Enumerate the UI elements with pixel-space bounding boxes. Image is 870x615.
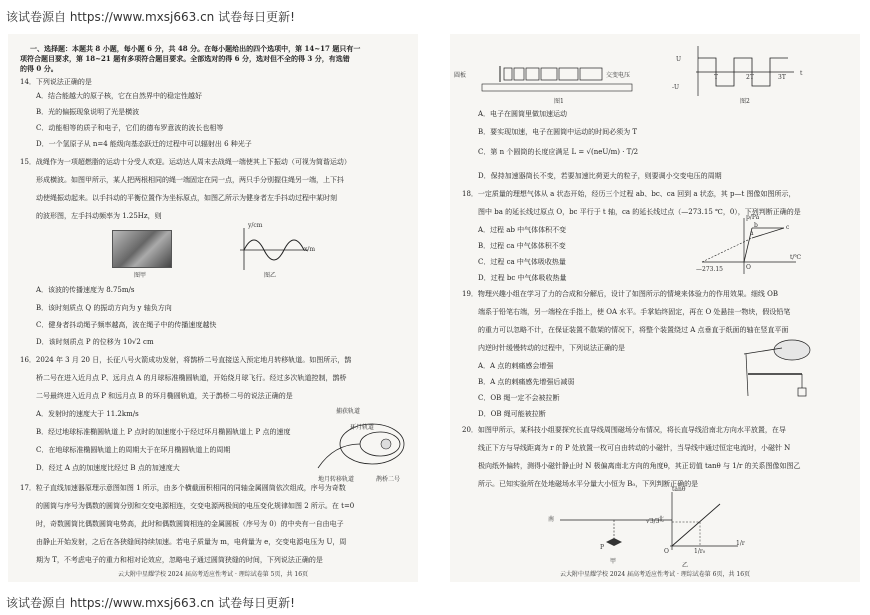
- page-5-footer: 云大附中星耀学校 2024 届高考适应性考试 · 理综试卷第 5页，共 16页: [117, 571, 309, 578]
- q16-stem-line-2: 桥二号在进入近月点 P、远月点 A 的月球标准椭圆轨道，开始绕月球飞行。经过多次轨道控制，鹊桥: [36, 374, 347, 382]
- exam-page-5: [8, 34, 418, 582]
- q20-caption-2: 乙: [682, 562, 689, 569]
- q18-option-a: A．过程 ab 中气体体积不变: [478, 226, 567, 234]
- q17-stem-line-4: 由静止开始发射，之后在各狭缝间持续加速。若电子质量为 m，电荷量为 e，交变电源电压为 U，周: [36, 538, 347, 546]
- q15-option-b: B．该时刻质点 Q 的振动方向为 y 轴负方向: [36, 304, 172, 312]
- q17-tick-2t: 2T: [746, 74, 754, 81]
- q15-graph-xlabel: x/m: [304, 246, 316, 253]
- q17-stem-line-3: 时，奇数圆筒比偶数圆筒电势高，此时和偶数圆筒相连的金属圆板（序号为 0）的中央有一自由电子: [36, 520, 344, 528]
- q17-option-c: C．第 n 个圆筒的长度应满足 L = √(neU/m) · T/2: [478, 148, 639, 156]
- q18-point-c: c: [786, 224, 790, 231]
- q20-graph-ylabel: tanθ: [672, 486, 686, 493]
- q17-graph-u-pos: U: [676, 56, 682, 63]
- q15-stem-line-4: 的波形图，左手抖动频率为 1.25Hz，则: [36, 212, 162, 220]
- q16-label-transfer-orbit: 地月转移轨道: [318, 476, 355, 483]
- q15-graph-ylabel: y/cm: [248, 222, 263, 229]
- q15-stem-line-1: 15．战绳作为一项超燃脂的运动十分受人欢迎。运动达人周末去战绳一端使其上下振动（可视为简谐运动）: [20, 158, 351, 166]
- q16-option-d: D．经过 A 点的加速度比经过 B 点的加速度大: [36, 464, 180, 472]
- q17-tick-t: T: [714, 74, 719, 81]
- q19-stem-line-4: 内逆时针缓慢转动的过程中，下列说法正确的是: [478, 344, 625, 352]
- q14-stem: 14．下列说法正确的是: [20, 78, 92, 86]
- section-header-line-2: 项符合题目要求，第 18~21 题有多项符合题目要求。全部选对的得 6 分，选对但不全的得 3 分，有选错: [20, 54, 350, 63]
- watermark-bottom: 该试卷源自 https://www.mxsj663.cn 试卷每日更新!: [6, 596, 295, 610]
- q15-caption-2: 图乙: [264, 272, 277, 279]
- q17-graph-u-neg: -U: [672, 84, 680, 91]
- q17-stem-line-5: 期为 T，不考虑电子的重力和相对论效应，忽略电子通过圆筒狭缝的时间，下列说法正确的是: [36, 556, 323, 564]
- q20-graph-xtick: 1/r₀: [694, 548, 706, 555]
- q15-option-c: C．健身者抖动绳子频率越高，波在绳子中的传播速度越快: [36, 321, 217, 329]
- q20-tan-graph: [660, 490, 740, 554]
- q16-option-a: A．发射时的速度大于 11.2km/s: [36, 410, 139, 418]
- q17-label-source: 交变电压: [606, 72, 631, 79]
- q18-point-b: b: [754, 222, 758, 229]
- q19-option-b: B．A 点的刺痛感先增强后减弱: [478, 378, 575, 386]
- q18-stem-line-1: 18．一定质量的理想气体从 a 状态开始，经历三个过程 ab、bc、ca 回到 a 状态，其 p—t 图像如图所示，: [462, 190, 796, 198]
- q20-label-north: 北: [658, 516, 665, 523]
- q19-stem-line-2: 端系于铅笔右端，另一端栓在手指上，使 OA 水平。手掌始终固定，再在 O 处悬挂一物块，假设铅笔: [478, 308, 791, 316]
- q14-option-d: D．一个氢原子从 n=4 能级向基态跃迁的过程中可以辐射出 6 种光子: [36, 140, 252, 148]
- q17-graph-t-axis: t: [800, 70, 803, 77]
- q18-point-a: a: [750, 230, 754, 237]
- q15-wave-graph: [230, 226, 310, 272]
- q19-option-a: A．A 点的刺痛感会增强: [478, 362, 554, 370]
- q16-label-capture-orbit: 捕获轨道: [336, 408, 361, 415]
- q17-option-d: D．保持加速器筒长不变，若要加速比荷更大的粒子，则要调小交变电压的周期: [478, 172, 722, 180]
- q20-label-point: P: [600, 544, 605, 551]
- q20-graph-origin: O: [664, 548, 669, 555]
- q16-label-queqiao: 鹊桥二号: [376, 476, 401, 483]
- q16-label-lunar-orbit: 环月轨道: [350, 424, 375, 431]
- page-6-footer: 云大附中星耀学校 2024 届高考适应性考试 · 理综试卷第 6页，共 16页: [559, 571, 751, 578]
- q17-voltage-graph: [686, 44, 796, 98]
- q18-option-d: D．过程 bc 中气体吸收热量: [478, 274, 567, 282]
- q20-stem-line-3: 极向纸外偏转，测得小磁针静止时 N 极偏离南北方向的角度θ，其正切值 tanθ 与 1/r 的关系图像如图乙: [478, 462, 801, 470]
- q18-graph-origin: O: [746, 264, 751, 271]
- q20-caption-1: 甲: [610, 558, 617, 565]
- q15-caption-1: 图甲: [134, 272, 147, 279]
- q16-option-c: C．在地球标准椭圆轨道上的周期大于在环月椭圆轨道上的周期: [36, 446, 231, 454]
- q17-stem-line-2: 的圆筒与序号为偶数的圆筒分别和交变电源相连，交变电源两极间的电压变化规律如图 2 所示。在 t=0: [36, 502, 355, 510]
- q15-photo: [112, 230, 172, 268]
- q20-graph-xlabel: 1/r: [736, 540, 745, 547]
- q20-graph-ytick: √3/3: [646, 518, 660, 525]
- q19-stem-line-3: 的重力可以忽略不计，在保证装置不散架的情况下，将整个装置绕过 A 点垂直于纸面的轴在竖直平面: [478, 326, 789, 334]
- q15-option-a: A．该波的传播速度为 8.75m/s: [36, 286, 135, 294]
- q15-stem-line-2: 形成横波。如图甲所示，某人把两根相同的绳一端固定在同一点，两只手分别握住绳另一端，上下抖: [36, 176, 344, 184]
- q20-label-south: 南: [548, 516, 555, 523]
- q19-hand-pencil-diagram: [736, 334, 816, 398]
- q20-stem-line-1: 20．如图甲所示，某科技小组要探究长直导线周围磁场分布情况，将长直导线沿南北方向水平放置，在导: [462, 426, 786, 434]
- q17-caption-2: 图2: [740, 98, 750, 105]
- exam-page-6: [450, 34, 860, 582]
- q19-option-c: C．OB 绳一定不会被拉断: [478, 394, 560, 402]
- q17-tick-3t: 3T: [778, 74, 786, 81]
- section-header-line-1: 一、选择题：本题共 8 小题，每小题 6 分，共 48 分。在每小题给出的四个选项中，第 14~17 题只有一: [30, 44, 361, 53]
- q14-option-c: C．动能相等的质子和电子，它们的德布罗意波的波长也相等: [36, 124, 224, 132]
- q14-option-a: A．结合能越大的原子核，它在自然界中的稳定性越好: [36, 92, 203, 100]
- q18-graph-ylabel: p/Pa: [746, 214, 760, 221]
- q16-stem-line-3: 二号最终进入近月点 P 和远月点 B 的环月椭圆轨道，关于鹊桥二号的说法正确的是: [36, 392, 293, 400]
- q19-stem-line-1: 19．物理兴趣小组在学习了力的合成和分解后，设计了如图所示的情境来体验力的作用效果。细线 OB: [462, 290, 779, 298]
- q17-stem-line-1: 17．粒子直线加速器原理示意图如图 1 所示，由多个横截面积相同的同轴金属圆筒依次组成，序号为奇数: [20, 484, 346, 492]
- q15-stem-line-3: 动使绳振动起来。以手抖动的平衡位置作为坐标原点，如图乙所示为健身者左手抖动过程中某时刻: [36, 194, 337, 202]
- q18-stem-line-2: 图中 ba 的延长线过原点 O，bc 平行于 t 轴，ca 的延长线过点（—273.15 ℃，0），下列判断正确的是: [478, 208, 801, 216]
- q17-accelerator-diagram: [480, 64, 650, 94]
- q18-option-b: B．过程 ca 中气体体积不变: [478, 242, 566, 250]
- q17-option-a: A．电子在圆筒里做加速运动: [478, 110, 568, 118]
- q16-option-b: B．经过地球标准椭圆轨道上 P 点时的加速度小于经过环月椭圆轨道上 P 点的速度: [36, 428, 291, 436]
- q18-graph-xlabel: t/℃: [790, 254, 802, 261]
- watermark-top: 该试卷源自 https://www.mxsj663.cn 试卷每日更新!: [6, 10, 295, 24]
- section-header-line-3: 的得 0 分。: [20, 64, 58, 73]
- q17-label-plate: 圆板: [454, 72, 467, 79]
- q14-option-b: B．光的偏振现象说明了光是横波: [36, 108, 140, 116]
- q17-option-b: B．要实现加速，电子在圆筒中运动的时间必须为 T: [478, 128, 638, 136]
- q17-caption-1: 图1: [554, 98, 564, 105]
- q20-stem-line-2: 线正下方与导线距离为 r 的 P 处放置一枚可自由转动的小磁针，当导线中通过恒定电流时，小磁针 N: [478, 444, 791, 452]
- q19-option-d: D．OB 绳可能被拉断: [478, 410, 546, 418]
- q15-option-d: D．该时刻质点 P 的位移为 10√2 cm: [36, 338, 154, 346]
- q16-stem-line-1: 16．2024 年 3 月 20 日，长征八号火箭成功发射，将鹊桥二号直接送入预定地月转移轨道。如图所示，鹊: [20, 356, 352, 364]
- q18-graph-tick: —273.15: [696, 266, 723, 273]
- q20-stem-line-4: 所示。已知实验所在处地磁场水平分量大小恒为 B₀，下列判断正确的是: [478, 480, 699, 488]
- q18-option-c: C．过程 ca 中气体吸收热量: [478, 258, 566, 266]
